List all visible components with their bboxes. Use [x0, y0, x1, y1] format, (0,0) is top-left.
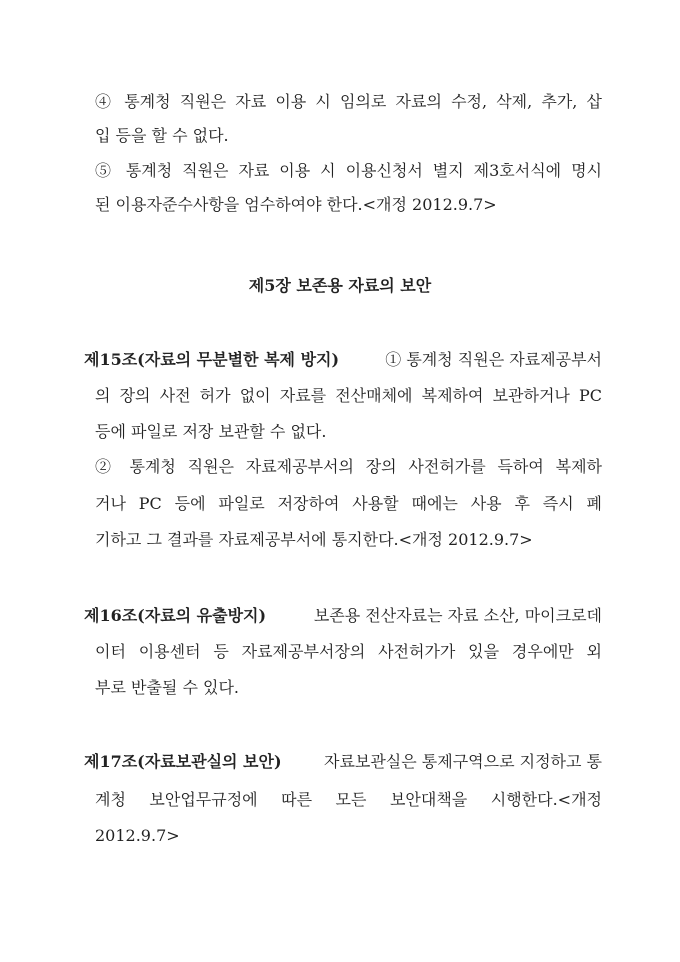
paragraph-5-line-1: ⑤ 통계청 직원은 자료 이용 시 이용신청서 별지 제3호서식에 명시: [95, 161, 602, 180]
article-17-line-1: [84, 752, 602, 772]
article-15-para-2-line-2: 거나 PC 등에 파일로 저장하여 사용할 때에는 사용 후 즉시 폐: [95, 494, 602, 513]
article-16-line-3: 부로 반출될 수 있다.: [95, 678, 239, 697]
article-16-line-2: 이터 이용센터 등 자료제공부서장의 사전허가가 있을 경우에만 외: [95, 642, 602, 661]
article-15-line-2: 의 장의 사전 허가 없이 자료를 전산매체에 복제하여 보관하거나 PC: [95, 386, 602, 405]
article-16-line-1: [84, 606, 602, 626]
article-15-para-2-line-3: 기하고 그 결과를 자료제공부서에 통지한다.<개정 2012.9.7>: [95, 530, 533, 549]
article-15-para-2-line-1: ② 통계청 직원은 자료제공부서의 장의 사전허가를 득하여 복제하: [95, 457, 602, 476]
article-15-line-1: [84, 350, 602, 370]
article-16-line-1-text: 보존용 전산자료는 자료 소산, 마이크로데: [313, 606, 602, 625]
chapter-heading: 제5장 보존용 자료의 보안: [248, 276, 432, 295]
article-16-title: 제16조(자료의 유출방지): [84, 606, 267, 625]
article-15-title: 제15조(자료의 무분별한 복제 방지): [84, 350, 340, 369]
paragraph-4-line-2: 입 등을 할 수 없다.: [95, 126, 229, 145]
article-17-line-2: 계청 보안업무규정에 따른 모든 보안대책을 시행한다.<개정: [95, 790, 602, 809]
paragraph-5-line-2: 된 이용자준수사항을 엄수하여야 한다.<개정 2012.9.7>: [95, 195, 497, 214]
article-17-line-1-text: 자료보관실은 통제구역으로 지정하고 통: [323, 752, 602, 771]
article-17-line-3: 2012.9.7>: [95, 826, 180, 845]
paragraph-4-line-1: ④ 통계청 직원은 자료 이용 시 임의로 자료의 수정, 삭제, 추가, 삽: [95, 92, 602, 111]
article-15-line-1-text: ① 통계청 직원은 자료제공부서: [385, 350, 602, 369]
article-15-line-3: 등에 파일로 저장 보관할 수 없다.: [95, 422, 327, 441]
article-17-title: 제17조(자료보관실의 보안): [84, 752, 282, 771]
